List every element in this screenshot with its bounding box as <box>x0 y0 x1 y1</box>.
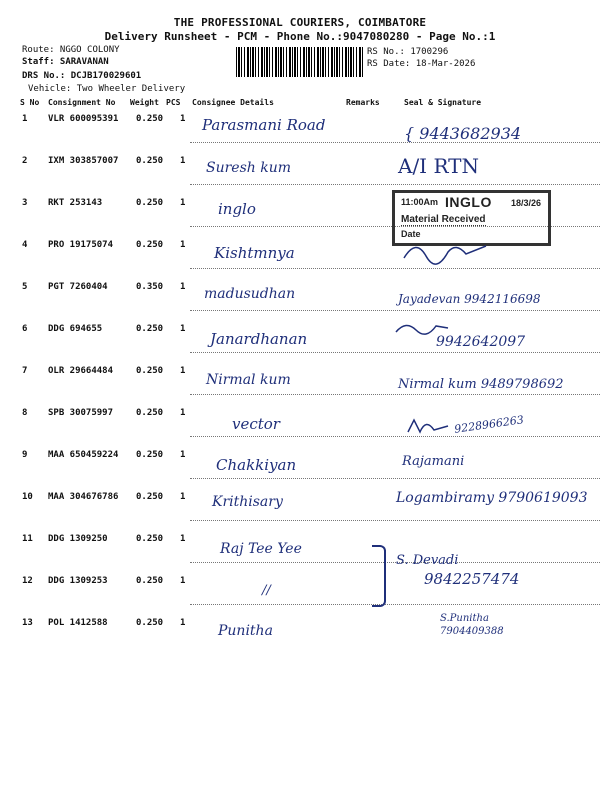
company-title: THE PROFESSIONAL COURIERS, COIMBATORE <box>173 16 427 29</box>
row-divider <box>190 520 600 521</box>
row-divider <box>190 184 600 185</box>
col-pcs: PCS <box>166 98 181 107</box>
handwritten-consignee: Suresh kum <box>206 160 292 176</box>
row-weight: 0.250 <box>136 618 164 628</box>
table-row <box>20 520 600 562</box>
handwritten-consignee: vector <box>232 415 280 433</box>
handwritten-consignee: inglo <box>218 200 256 218</box>
row-sno: 3 <box>22 198 28 208</box>
barcode-image <box>236 47 364 77</box>
row-sno: 11 <box>22 534 33 544</box>
row-sno: 12 <box>22 576 33 586</box>
handwritten-signature: 9228966263 <box>453 413 525 436</box>
signature-scribble <box>392 318 452 338</box>
handwritten-signature: S. Devadi <box>396 553 459 568</box>
handwritten-signature: Jayadevan 9942116698 <box>398 292 541 306</box>
runsheet-subtitle: Delivery Runsheet - PCM - Phone No.:9047080280 - Page No.:1 <box>104 30 496 43</box>
row-weight: 0.250 <box>136 240 164 250</box>
row-pcs: 1 <box>180 156 186 166</box>
handwritten-signature: A/I RTN <box>398 154 479 178</box>
row-weight: 0.250 <box>136 366 164 376</box>
row-weight: 0.250 <box>136 156 164 166</box>
stamp-company: INGLO <box>445 194 492 210</box>
route-label: Route: NGGO COLONY <box>22 45 120 55</box>
row-divider <box>190 436 600 437</box>
row-pcs: 1 <box>180 534 186 544</box>
col-consignment: Consignment No <box>48 98 116 107</box>
handwritten-signature: S.Punitha 7904409388 <box>440 613 504 637</box>
row-consignment: IXM 303857007 <box>48 156 119 166</box>
handwritten-consignee: madusudhan <box>204 286 296 302</box>
row-weight: 0.250 <box>136 534 164 544</box>
handwritten-consignee: Punitha <box>218 623 273 639</box>
handwritten-signature: 9942642097 <box>436 334 526 350</box>
row-divider <box>190 310 600 311</box>
row-pcs: 1 <box>180 450 186 460</box>
table-row <box>20 142 600 184</box>
row-divider <box>190 478 600 479</box>
handwritten-signature: Rajamani <box>402 454 465 469</box>
staff-label: Staff: SARAVANAN <box>22 57 109 67</box>
row-weight: 0.250 <box>136 198 164 208</box>
row-weight: 0.250 <box>136 408 164 418</box>
row-weight: 0.250 <box>136 114 164 124</box>
stamp-time: 11:00Am <box>401 197 439 207</box>
vehicle-label: Vehicle: Two Wheeler Delivery <box>28 84 186 94</box>
row-consignment: POL 1412588 <box>48 618 108 628</box>
row-consignment: RKT 253143 <box>48 198 103 208</box>
row-divider <box>190 268 600 269</box>
row-sno: 10 <box>22 492 33 502</box>
handwritten-consignee: Kishtmnya <box>214 244 295 262</box>
row-pcs: 1 <box>180 324 186 334</box>
drs-number: DRS No.: DCJB170029601 <box>22 71 142 81</box>
col-consignee: Consignee Details <box>192 98 274 107</box>
row-consignment: DDG 1309253 <box>48 576 108 586</box>
handwritten-consignee: Chakkiyan <box>216 456 297 474</box>
row-sno: 8 <box>22 408 28 418</box>
handwritten-signature: Nirmal kum 9489798692 <box>398 377 564 392</box>
row-consignment: MAA 650459224 <box>48 450 119 460</box>
row-pcs: 1 <box>180 282 186 292</box>
row-sno: 1 <box>22 114 28 124</box>
row-sno: 7 <box>22 366 28 376</box>
row-consignment: PGT 7260404 <box>48 282 108 292</box>
stamp-date: 18/3/26 <box>511 198 542 208</box>
signature-scribble <box>404 414 454 440</box>
row-sno: 6 <box>22 324 28 334</box>
row-weight: 0.350 <box>136 282 164 292</box>
row-sno: 2 <box>22 156 28 166</box>
rs-date: RS Date: 18-Mar-2026 <box>367 59 476 69</box>
row-divider <box>190 562 600 563</box>
row-pcs: 1 <box>180 576 186 586</box>
row-pcs: 1 <box>180 492 186 502</box>
row-pcs: 1 <box>180 618 186 628</box>
row-pcs: 1 <box>180 366 186 376</box>
row-sno: 13 <box>22 618 33 628</box>
row-weight: 0.250 <box>136 450 164 460</box>
handwritten-signature: { 9443682934 <box>404 124 522 143</box>
row-sno: 5 <box>22 282 28 292</box>
handwritten-signature: 9842257474 <box>424 570 520 588</box>
table-row <box>20 436 600 478</box>
col-weight: Weight <box>130 98 159 107</box>
row-consignment: MAA 304676786 <box>48 492 119 502</box>
handwritten-consignee: // <box>262 583 271 598</box>
row-sno: 4 <box>22 240 28 250</box>
row-consignment: DDG 1309250 <box>48 534 108 544</box>
handwritten-consignee: Raj Tee Yee <box>220 541 302 557</box>
row-sno: 9 <box>22 450 28 460</box>
row-pcs: 1 <box>180 240 186 250</box>
row-pcs: 1 <box>180 114 186 124</box>
signature-scribble <box>396 228 526 268</box>
handwritten-consignee: Janardhanan <box>210 330 308 348</box>
handwritten-consignee: Krithisary <box>212 494 283 510</box>
col-seal-signature: Seal & Signature <box>404 98 482 107</box>
handwritten-consignee: Nirmal kum <box>206 372 291 388</box>
rs-number: RS No.: 1700296 <box>367 47 449 57</box>
row-consignment: SPB 30075997 <box>48 408 114 418</box>
row-divider <box>190 394 600 395</box>
stamp-received-label: Material Received <box>401 214 486 225</box>
row-divider <box>190 142 600 143</box>
row-weight: 0.250 <box>136 576 164 586</box>
col-sno: S No <box>20 98 40 107</box>
stamp-date-label: Date <box>401 229 421 239</box>
row-pcs: 1 <box>180 408 186 418</box>
row-divider <box>190 604 600 605</box>
row-divider <box>190 352 600 353</box>
handwritten-consignee: Parasmani Road <box>202 116 326 134</box>
row-consignment: OLR 29664484 <box>48 366 114 376</box>
row-consignment: DDG 694655 <box>48 324 103 334</box>
row-consignment: VLR 600095391 <box>48 114 119 124</box>
row-consignment: PRO 19175074 <box>48 240 114 250</box>
bracket-mark <box>372 545 386 607</box>
row-weight: 0.250 <box>136 492 164 502</box>
row-pcs: 1 <box>180 198 186 208</box>
handwritten-signature: Logambiramy 9790619093 <box>396 490 588 506</box>
row-weight: 0.250 <box>136 324 164 334</box>
col-remarks: Remarks <box>346 98 380 107</box>
